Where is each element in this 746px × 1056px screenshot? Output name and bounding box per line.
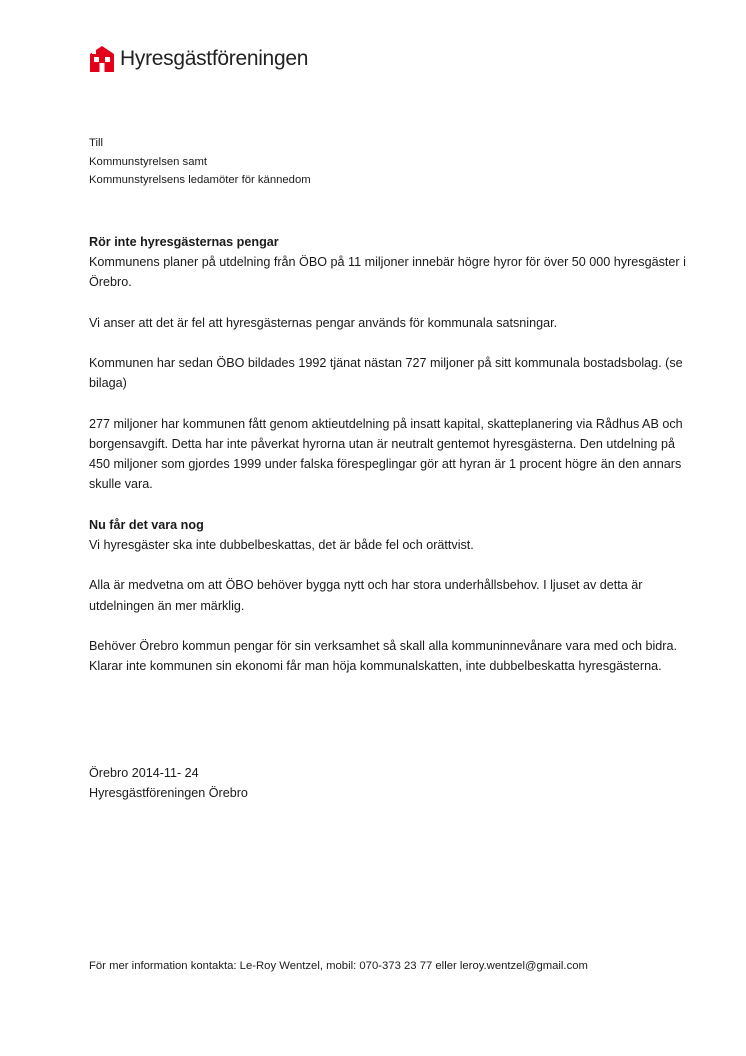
signature-block bbox=[89, 763, 248, 803]
signature-date: Örebro 2014-11- 24 bbox=[89, 766, 199, 780]
recipient-line: Kommunstyrelsen samt bbox=[89, 155, 208, 168]
paragraph: Kommunens planer på utdelning från ÖBO på 11 miljoner innebär högre hyror för över 50 000 hyresgäster i Örebro. bbox=[89, 255, 686, 290]
paragraph: Vi hyresgäster ska inte dubbelbeskattas, det är både fel och orättvist. bbox=[89, 537, 474, 552]
paragraph: Kommunen har sedan ÖBO bildades 1992 tjänat nästan 727 miljoner på sitt kommunala bostadsbolag. (se bilaga) bbox=[89, 356, 683, 391]
house-logo-icon bbox=[89, 45, 115, 73]
brand-logo bbox=[89, 45, 308, 73]
section-heading: Nu får det vara nog bbox=[89, 517, 204, 532]
paragraph: 277 miljoner har kommunen fått genom aktieutdelning på insatt kapital, skatteplanering via Rådhus AB och borgensavgift. Detta har inte påverkat hyrorna utan är neutralt gentemot hyresgästerna. Den utdelning på 450 miljoner som gjordes 1999 under falska förespeglingar gör att hyran är 1 procent högre än den annars skulle vara. bbox=[89, 416, 683, 492]
paragraph: Behöver Örebro kommun pengar för sin verksamhet så skall alla kommuninnevånare vara med och bidra. Klarar inte kommunen sin ekonomi får man höja kommunalskatten, inte dubbelbeskatta hyresgästerna. bbox=[89, 638, 677, 674]
signature-sender: Hyresgästföreningen Örebro bbox=[89, 786, 248, 801]
recipient-line: Kommunstyrelsens ledamöter för kännedom bbox=[89, 174, 311, 186]
paragraph: Vi anser att det är fel att hyresgästernas pengar används för kommunala satsningar. bbox=[89, 315, 558, 330]
brand-name: Hyresgästföreningen bbox=[120, 47, 309, 70]
paragraph: Alla är medvetna om att ÖBO behöver bygga nytt och har stora underhållsbehov. I ljuset av detta är utdelningen än mer märklig. bbox=[89, 578, 643, 613]
recipient-line: Till bbox=[89, 137, 104, 149]
letter-body bbox=[89, 232, 689, 697]
section-heading: Rör inte hyresgästernas pengar bbox=[89, 235, 279, 249]
recipient-block bbox=[89, 134, 311, 190]
footer-contact: För mer information kontakta: Le-Roy Wentzel, mobil: 070-373 23 77 eller leroy.wentzel@gmail.com bbox=[89, 960, 588, 972]
